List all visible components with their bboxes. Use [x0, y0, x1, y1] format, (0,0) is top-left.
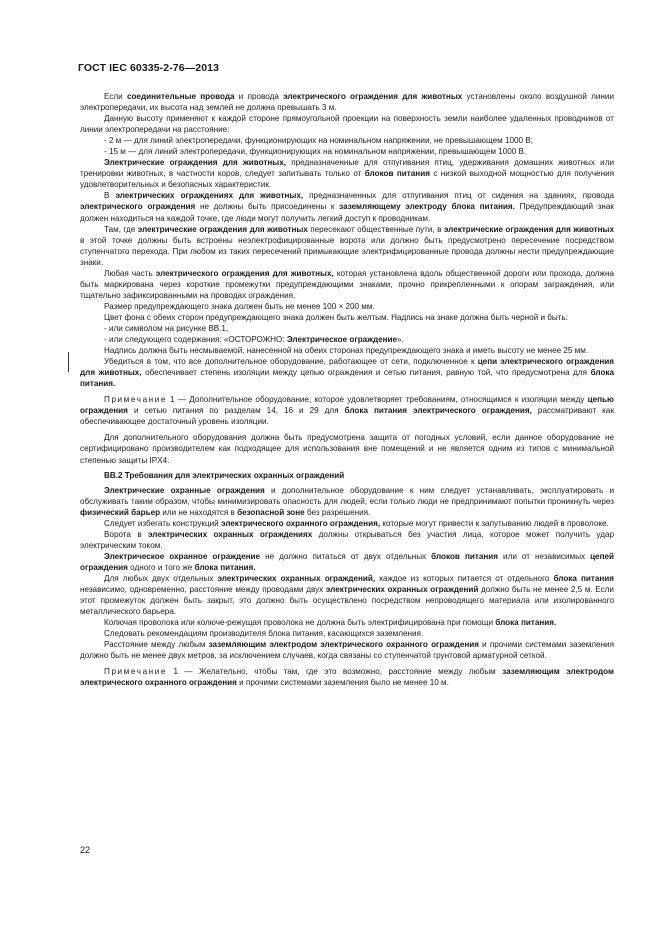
paragraph: Для любых двух отдельных электрических охранных ограждений, каждое из которых питается от отдельного блока питания независимо, одновременно, расстояние между проводами двух электрических охранных ограждений должно быть не менее 2,5 м. Если этот промежуток должен быть закрыт, это должно быть осуществлено посредством непроводящего материала или изолированного металлического барьера. [80, 573, 614, 617]
paragraph: Электрические ограждения для животных, предназначенные для отпугивания птиц, удерживания домашних животных или тренировки животных, в частности коров, следует запитывать только от блоков питания с низкой выходной мощностью для получения удовлетворительных и безопасных характеристик. [80, 158, 615, 190]
paragraph: Расстояние между любым заземляющим электродом электрического охранного ограждения и прочими системами заземления должно быть не менее двух метров, за исключением случаев, когда связаны со ступенчатой грунтовой арматурной сеткой. [80, 640, 614, 661]
paragraph: Надпись должна быть несмываемой, нанесенной на обеих сторонах предупреждающего знака и иметь высоту не менее 25 мм. [104, 346, 589, 356]
paragraph: Для дополнительного оборудования должна быть предусмотрена защита от погодных условий, если данное оборудование не сертифицировано производителем как подходящее для использования вне помещений и не является одним из типов с минимальной степенью защиты IPX4. [80, 433, 614, 465]
paragraph: Там, где электрические ограждения для животных пересекают общественные пути, в электрические ограждения для животных в этой точке должны быть встроены неэлектрофицированные ворота или должно быть предусмотрено пересечение посредством ступенчатого перехода. При любом из таких пересечений примыкающие электрифицированные провода должны нести предупреждающие знаки. [80, 224, 615, 267]
section-heading: ВВ.2 Требования для электрических охранных ограждений [104, 470, 345, 480]
list-item: - или следующего содержания: «ОСТОРОЖНО: Электрическое ограждение». [104, 335, 404, 345]
list-item: - или символом на рисунке ВВ.1, [104, 323, 229, 333]
paragraph: Убедиться в том, что все дополнительное оборудование, работающее от сети, подключенное к цепи электрического ограждения для животных, обеспечивает степень изоляции между цепью ограждения и сетью питания, равную той, что предусмотрена для блока питания. [80, 357, 614, 389]
document-header: ГОСТ IEC 60335-2-76—2013 [78, 62, 220, 74]
paragraph: Ворота в электрических охранных ограждениях должны открываться без участия лица, которое может получить удар электрическим током. [80, 529, 614, 550]
paragraph: Следовать рекомендациям производителя блока питания, касающихся заземления. [104, 629, 424, 639]
list-item: - 15 м — для линий электропередачи, функционирующих на номинальном напряжении, превышающем 1000 В. [104, 147, 527, 157]
paragraph: Размер предупреждающего знака должен быть не менее 100 × 200 мм. [104, 301, 375, 311]
paragraph: Если соединительные провода и провода электрического ограждения для животных установлены около воздушной линии электропередачи, их высота над землей не должна превышать 3 м. [80, 92, 614, 113]
change-bar [68, 352, 69, 372]
note: Примечание 1 — Желательно, чтобы там, где это возможно, расстояние между любым заземляющим электродом электрического охранного ограждения и прочими системами заземления было не менее 10 м. [80, 667, 614, 688]
document-body [80, 91, 614, 693]
list-item: - 2 м — для линий электропередачи, функционирующих на номинальном напряжении, не превышающем 1000 В; [104, 136, 533, 146]
paragraph: Любая часть электрического ограждения для животных, которая установлена вдоль общественной дороги или прохода, должна быть маркирована через короткие промежутки предупреждающими знаками, прочно прикрепленными к опорам заграждения, или тщательно зафиксированными на проводах ограждения. [80, 268, 614, 300]
paragraph: Электрические охранные ограждения и дополнительное оборудование к ним следует устанавливать, эксплуатировать и обслуживать таким образом, чтобы минимизировать опасность для людей, если только люди не предпринимают попытки проникнуть через физический барьер или не находятся в безопасной зоне без разрешения. [80, 485, 614, 517]
page-number: 22 [80, 845, 91, 855]
paragraph: Данную высоту применяют к каждой стороне прямоугольной проекции на поверхность земли наиболее удаленных проводников от линии электропередачи на расстояние: [80, 114, 614, 135]
paragraph: В электрических ограждениях для животных, предназначенных для отпугивания птиц от сидения на зданиях, провода электрического ограждения не должны быть присоединены к заземляющему электроду блока питания. Предупреждающий знак должен находиться на каждой точке, где люди могут получить легкий доступ к проводникам. [80, 191, 615, 223]
paragraph: Цвет фона с обеих сторон предупреждающего знака должен быть желтым. Надпись на знаке должна быть черной и быть: [104, 312, 568, 322]
paragraph: Следует избегать конструкций электрического охранного ограждения, которые могут привести к запутыванию людей в проволоке. [104, 518, 609, 528]
paragraph: Электрическое охранное ограждение не должно питаться от двух отдельных блоков питания или от независимых цепей ограждения одного и того же блока питания. [80, 551, 614, 572]
note: Примечание 1 — Дополнительное оборудование, которое удовлетворяет требованиям, относящимся к изоляции между цепью ограждения и сетью питания по разделам 14, 16 и 29 для блока питания электрического ограждения, рассматривают как обеспечивающее достаточный уровень изоляции. [80, 395, 614, 427]
paragraph: Колючая проволока или колюче-режущая проволока не должна быть электрифицирована при помощи блока питания. [104, 618, 557, 628]
